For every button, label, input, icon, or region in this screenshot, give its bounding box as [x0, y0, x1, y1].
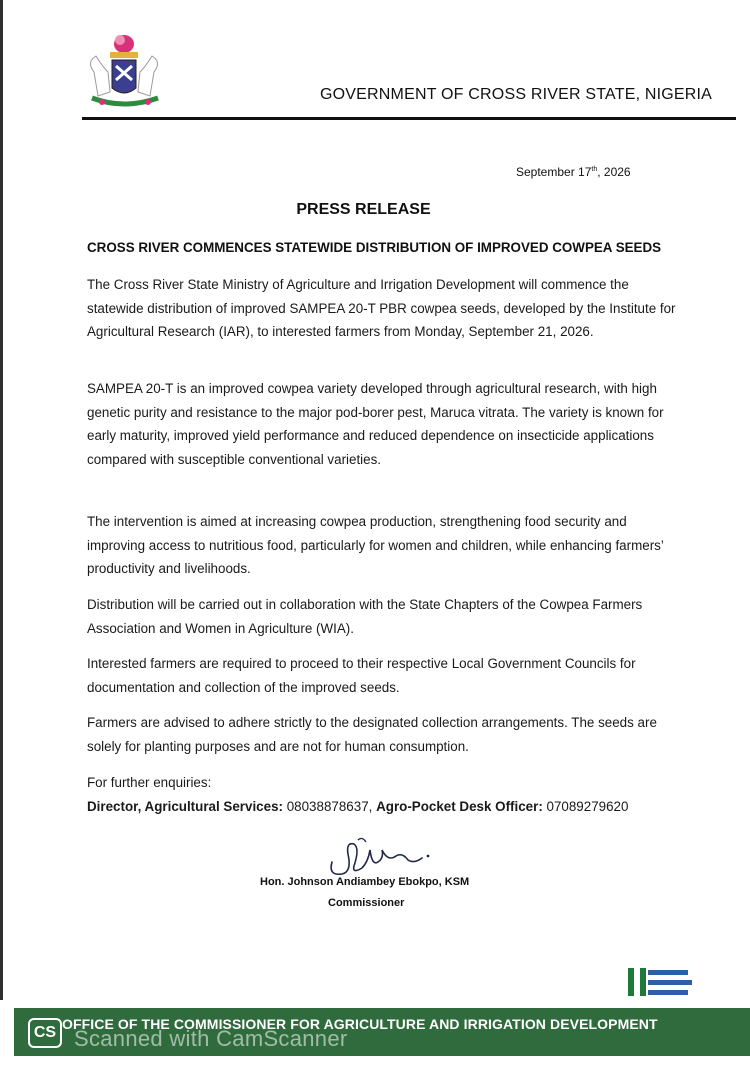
contact1-number: 08038878637, — [286, 798, 373, 814]
body-paragraph: The intervention is aimed at increasing cowpea production, strengthening food security and improving access to nutritious food, particularly for women and children, while enhancing farmers’ productivity and livelihoods. — [87, 514, 664, 576]
contact2-number: 07089279620 — [546, 798, 629, 814]
body-paragraph: Distribution will be carried out in collaboration with the State Chapters of the Cowpea Farmers Association and Women in Agriculture (WIA). — [87, 597, 643, 636]
contact-line — [87, 795, 677, 819]
press-release-title: PRESS RELEASE — [296, 201, 431, 218]
date-year: , 2026 — [597, 165, 631, 179]
contact1-label: Director, Agricultural Services: — [87, 798, 283, 814]
date-month-day: September 17 — [516, 165, 592, 179]
date-suffix: th — [591, 166, 598, 173]
body-paragraph: The Cross River State Ministry of Agriculture and Irrigation Development will commence the statewide distribution of improved SAMPEA 20-T PBR cowpea seeds, developed by the Institute for Agricultural Research (IAR), to interested farmers from Monday, September 21, 2026. — [87, 277, 676, 339]
signatory-name: Hon. Johnson Andiambey Ebokpo, KSM — [260, 876, 470, 888]
footer-office-title: OFFICE OF THE COMMISSIONER FOR AGRICULTURE AND IRRIGATION DEVELOPMENT — [62, 1016, 658, 1032]
body-paragraph: SAMPEA 20-T is an improved cowpea variety developed through agricultural research, with high genetic purity and resistance to the major pod-borer pest, Maruca vitrata. The variety is known for early maturity, improved yield performance and reduced dependence on insecticide applications compared with susceptible conventional varieties. — [87, 381, 664, 467]
camscanner-badge: CS — [28, 1018, 62, 1048]
scan-edge — [0, 0, 3, 1000]
signatory-role: Commissioner — [328, 897, 405, 909]
scanner-watermark: Scanned with CamScanner — [74, 1026, 348, 1051]
coat-of-arms-icon — [82, 32, 182, 112]
release-date — [516, 165, 631, 179]
body-paragraph: Farmers are advised to adhere strictly to the designated collection arrangements. The seeds are solely for planting purposes and are not for human consumption. — [87, 715, 657, 754]
enquiries-block — [87, 771, 677, 818]
press-release-headline: CROSS RIVER COMMENCES STATEWIDE DISTRIBUTION OF IMPROVED COWPEA SEEDS — [87, 240, 662, 255]
government-title: GOVERNMENT OF CROSS RIVER STATE, NIGERIA — [320, 86, 713, 103]
body-paragraph: Interested farmers are required to proceed to their respective Local Government Councils for documentation and collection of the improved seeds. — [87, 656, 636, 695]
contact2-label: Agro-Pocket Desk Officer: — [376, 798, 543, 814]
flag-stripes-icon — [624, 966, 694, 1000]
enquiries-label: For further enquiries: — [87, 775, 212, 790]
header-divider — [82, 117, 736, 120]
